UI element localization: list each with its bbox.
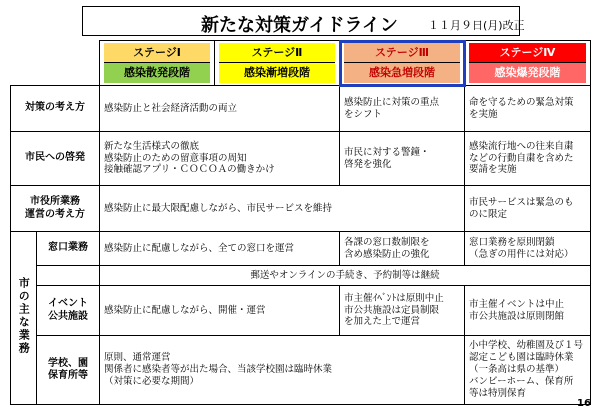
city-office-stage-1-3: 感染防止に最大限配慮しながら、市民サービスを維持 (100, 186, 465, 232)
page-title: 新たな対策ガイドライン (201, 15, 398, 36)
guideline-table (10, 40, 591, 405)
schools-row (11, 336, 591, 404)
counter-row (11, 232, 591, 266)
schools-label: 学校、園 保育所等 (37, 336, 100, 405)
counter-label-continued (37, 266, 100, 286)
approach-label: 対策の考え方 (11, 86, 100, 132)
awareness-stage-3: 市民に対する警鐘・ 啓発を強化 (340, 132, 465, 186)
page-number: 16 (577, 398, 591, 409)
stage-4-name: ステージⅣ (469, 43, 586, 63)
events-row (11, 286, 591, 336)
events-label: イベント 公共施設 (37, 286, 100, 336)
counter-label: 窓口業務 (37, 232, 100, 266)
approach-stage-3: 感染防止に対策の重点 をシフト (340, 86, 465, 132)
awareness-label: 市民への啓発 (11, 132, 100, 186)
awareness-row (11, 132, 591, 186)
title-box (82, 6, 525, 36)
city-office-stage-4: 市民サービスは緊急のも のに限定 (465, 186, 591, 232)
city-office-row (11, 186, 591, 232)
stage-header-row (11, 41, 591, 86)
stage-2-level: 感染漸増段階 (219, 63, 335, 83)
stage-1-name: ステージⅠ (104, 43, 210, 63)
counter-stage-4: 窓口業務を原則閉鎖 （急ぎの用件には対応） (465, 232, 591, 266)
events-stage-4: 市主催イベントは中止 市公共施設は原則閉館 (465, 286, 591, 336)
stage-3-level: 感染急増段階 (344, 63, 460, 83)
revision-date: １１月９日(月)改正 (428, 19, 525, 32)
approach-stage-1-2: 感染防止と社会経済活動の両立 (100, 86, 340, 132)
stage-3-header (340, 41, 465, 86)
counter-note: 郵送やオンラインの手続き、予約制等は継続 (100, 266, 591, 286)
stage-2-header (215, 41, 340, 86)
events-stage-1-2: 感染防止に配慮しながら、開催・運営 (100, 286, 340, 336)
events-stage-3: 市主催ｲﾍﾞﾝﾄは原則中止 市公共施設は定員制限 を加えた上で運営 (340, 286, 465, 336)
city-office-label: 市役所業務 運営の考え方 (11, 186, 100, 232)
approach-row (11, 86, 591, 132)
stage-4-level: 感染爆発段階 (469, 63, 586, 83)
corner-blank (11, 41, 100, 86)
stage-4-header (465, 41, 591, 86)
counter-stage-3: 各課の窓口数制限を 含め感染防止の強化 (340, 232, 465, 266)
approach-stage-4: 命を守るための緊急対策 を実施 (465, 86, 591, 132)
stage-2-name: ステージⅡ (219, 43, 335, 63)
stage-1-level: 感染散発段階 (104, 63, 210, 83)
awareness-stage-1-2: 新たな生活様式の徹底 感染防止のための留意事項の周知 接触確認アプリ・ＣＯＣＯＡの働きかけ (100, 132, 340, 186)
awareness-stage-4: 感染流行地への往来自粛 などの行動自粛を含めた 要請を実施 (465, 132, 591, 186)
schools-stage-4: 小中学校、幼稚園及び１号 認定こども園は臨時休業 （一条高は県の基準） バンビーホーム、保育所 等は特別保育 (465, 336, 591, 405)
counter-note-row (11, 266, 591, 286)
counter-stage-1-2: 感染防止に配慮しながら、全ての窓口を運営 (100, 232, 340, 266)
schools-stage-1-3: 原則、通常運営 関係者に感染者等が出た場合、当該学校園は臨時休業 （対策に必要な期間） (100, 336, 465, 405)
stage-3-name: ステージⅢ (344, 43, 460, 63)
stage-1-header (100, 41, 215, 86)
main-business-label: 市の主な業務 (11, 232, 37, 405)
